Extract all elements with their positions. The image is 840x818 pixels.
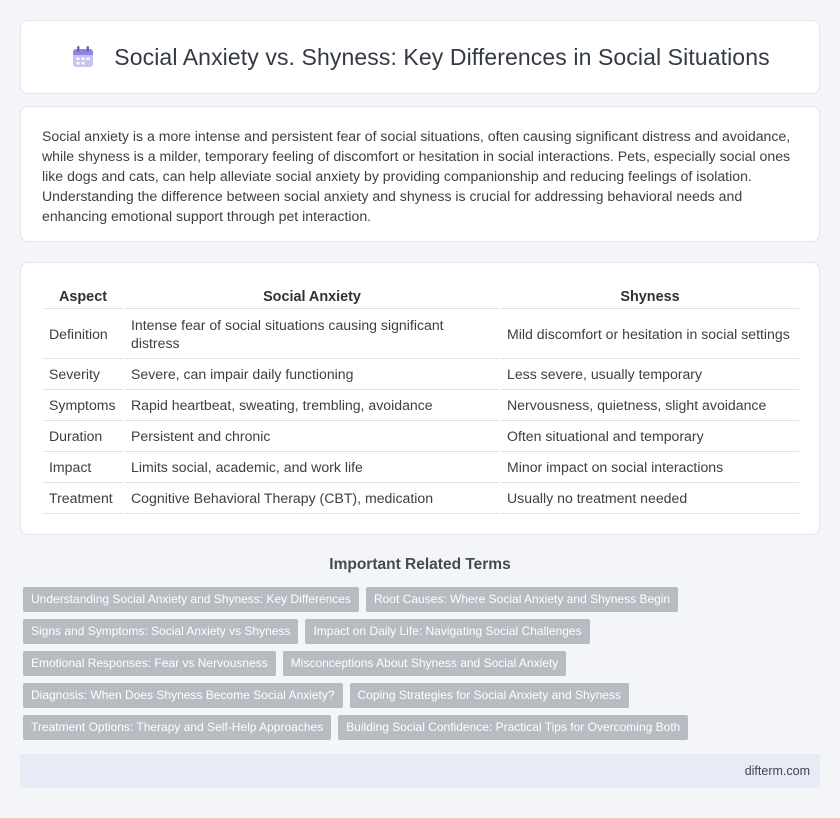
table-row [43, 309, 799, 359]
social-anxiety-cell: Rapid heartbeat, sweating, trembling, avoidance [124, 390, 500, 421]
page-title: Social Anxiety vs. Shyness: Key Differences in Social Situations [114, 43, 770, 70]
related-term-tag[interactable]: Signs and Symptoms: Social Anxiety vs Shyness [23, 619, 298, 644]
shyness-cell: Less severe, usually temporary [500, 359, 799, 390]
social-anxiety-cell: Limits social, academic, and work life [124, 452, 500, 483]
column-header-shyness: Shyness [500, 283, 799, 309]
site-name[interactable]: difterm.com [744, 764, 810, 778]
column-header-aspect: Aspect [43, 283, 124, 309]
social-anxiety-cell: Persistent and chronic [124, 421, 500, 452]
related-term-tag[interactable]: Diagnosis: When Does Shyness Become Social Anxiety? [23, 683, 343, 708]
related-term-tag[interactable]: Coping Strategies for Social Anxiety and Shyness [350, 683, 629, 708]
shyness-cell: Nervousness, quietness, slight avoidance [500, 390, 799, 421]
table-header-row [43, 283, 799, 309]
social-anxiety-cell: Severe, can impair daily functioning [124, 359, 500, 390]
table-row [43, 483, 799, 514]
related-term-tag[interactable]: Impact on Daily Life: Navigating Social Challenges [305, 619, 589, 644]
related-term-tag[interactable]: Root Causes: Where Social Anxiety and Shyness Begin [366, 587, 678, 612]
column-header-social-anxiety: Social Anxiety [124, 283, 500, 309]
related-term-tag[interactable]: Emotional Responses: Fear vs Nervousness [23, 651, 276, 676]
related-term-tag[interactable]: Understanding Social Anxiety and Shyness: Key Differences [23, 587, 359, 612]
table-row [43, 359, 799, 390]
aspect-cell: Severity [43, 359, 124, 390]
comparison-table-card [20, 262, 820, 535]
aspect-cell: Impact [43, 452, 124, 483]
calendar-icon [70, 44, 96, 70]
related-term-tag[interactable]: Building Social Confidence: Practical Tips for Overcoming Both [338, 715, 688, 740]
shyness-cell: Mild discomfort or hesitation in social settings [500, 309, 799, 359]
table-row [43, 452, 799, 483]
table-row [43, 421, 799, 452]
aspect-cell: Treatment [43, 483, 124, 514]
intro-card [20, 106, 820, 242]
shyness-cell: Usually no treatment needed [500, 483, 799, 514]
shyness-cell: Minor impact on social interactions [500, 452, 799, 483]
table-row [43, 390, 799, 421]
aspect-cell: Duration [43, 421, 124, 452]
related-terms-heading: Important Related Terms [329, 556, 511, 573]
social-anxiety-cell: Cognitive Behavioral Therapy (CBT), medication [124, 483, 500, 514]
social-anxiety-cell: Intense fear of social situations causing significant distress [124, 309, 500, 359]
aspect-cell: Definition [43, 309, 124, 359]
related-term-tag[interactable]: Misconceptions About Shyness and Social Anxiety [283, 651, 567, 676]
related-term-tag[interactable]: Treatment Options: Therapy and Self-Help Approaches [23, 715, 331, 740]
shyness-cell: Often situational and temporary [500, 421, 799, 452]
aspect-cell: Symptoms [43, 390, 124, 421]
comparison-table [43, 283, 799, 514]
header-card [20, 20, 820, 94]
title-wrap [70, 44, 769, 71]
intro-paragraph: Social anxiety is a more intense and persistent fear of social situations, often causing significant distress and avoidance, while shyness is a milder, temporary feeling of discomfort or hesitation in social interactions. Pets, especially social ones like dogs and cats, can help alleviate social anxiety by providing companionship and reducing feelings of isolation. Understanding the difference between social anxiety and shyness is crucial for addressing behavioral needs and enhancing emotional support through pet interaction. [42, 128, 791, 224]
related-terms-list [23, 587, 823, 747]
footer [20, 754, 820, 788]
